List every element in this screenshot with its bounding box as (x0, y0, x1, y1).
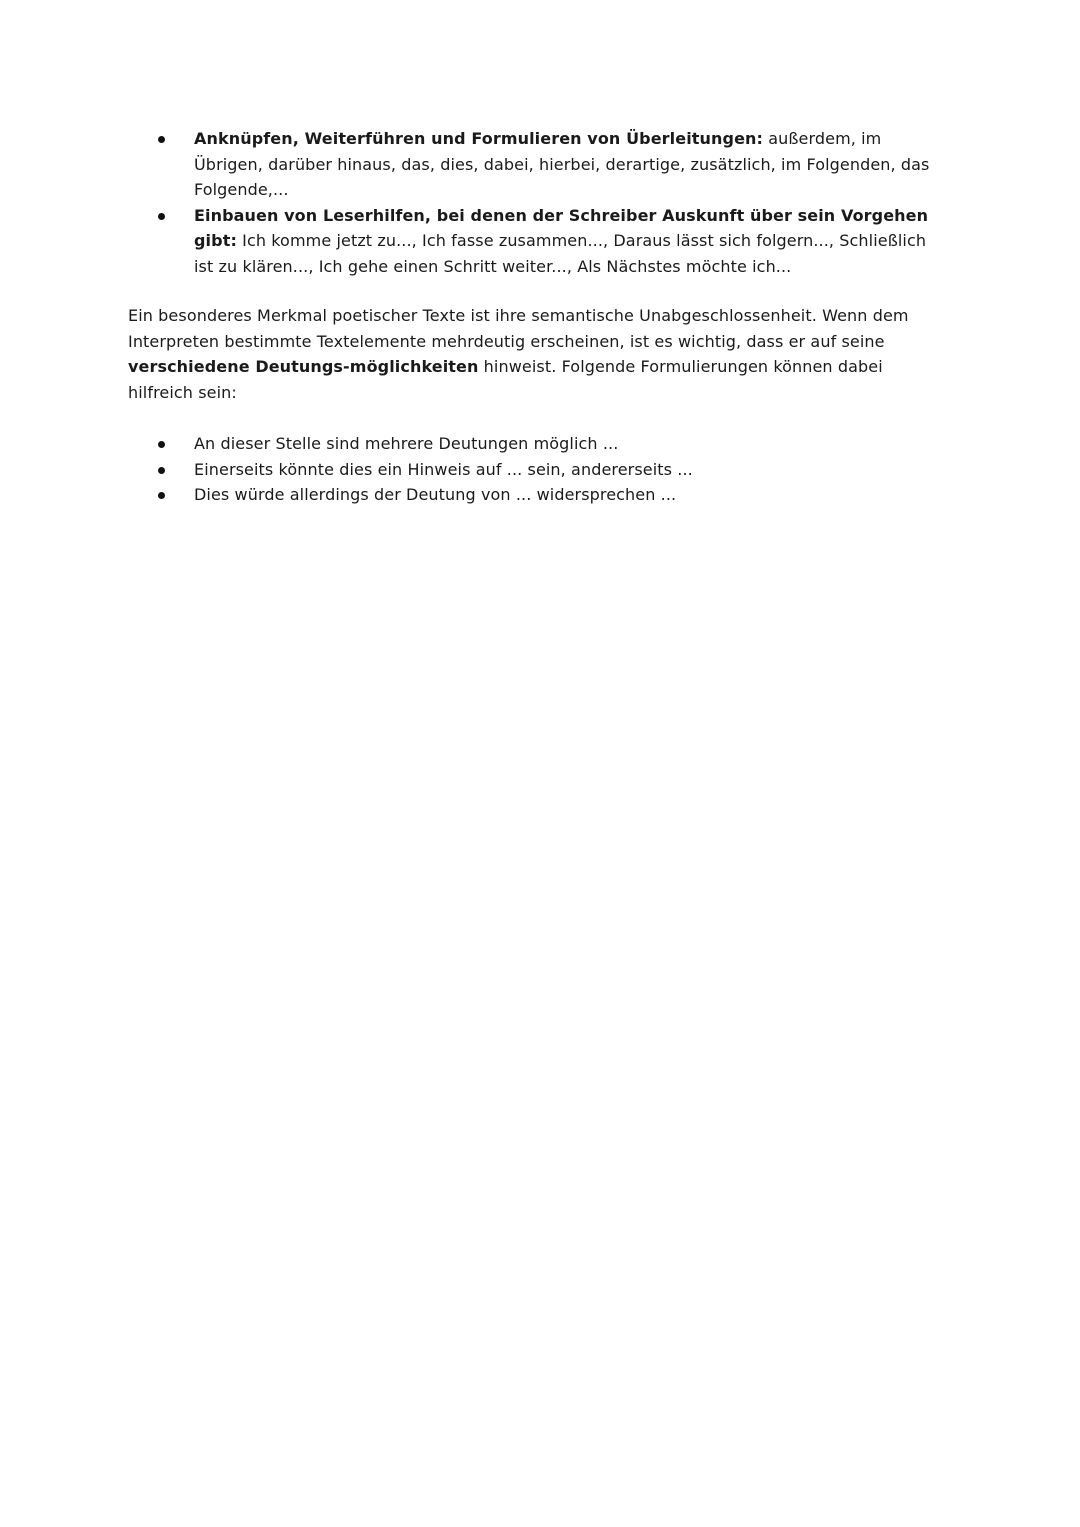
list-item-lead: Einbauen von Leserhilfen, bei denen der Schreiber Auskunft über sein Vorgehen gibt: (194, 205, 929, 250)
list-item-text: An dieser Stelle sind mehrere Deutungen möglich ... (194, 434, 619, 453)
bullet-icon (158, 213, 165, 220)
document-body (128, 126, 948, 508)
bullet-icon (158, 492, 165, 499)
transition-list (128, 126, 948, 279)
list-item-text: Dies würde allerdings der Deutung von ... widersprechen ... (194, 485, 677, 504)
list-item-text: Einerseits könnte dies ein Hinweis auf ... sein, andererseits ... (194, 459, 693, 479)
list-item (128, 126, 948, 203)
list-item (128, 482, 948, 508)
paragraph-text-after: hinweist. Folgende Formulierungen können dabei hilfreich sein: (128, 357, 883, 402)
list-item-lead: Anknüpfen, Weiterführen und Formulieren von Überleitungen: (194, 129, 764, 148)
list-item (128, 431, 948, 457)
bullet-icon (158, 467, 165, 474)
phrase-list (128, 431, 948, 508)
bullet-icon (158, 441, 165, 448)
bullet-icon (158, 136, 165, 143)
paragraph-bold-text: verschiedene Deutungs-möglichkeiten (128, 357, 479, 376)
list-item-text: Ich komme jetzt zu..., Ich fasse zusammen..., Daraus lässt sich folgern..., Schließlich ist zu klären..., Ich gehe einen Schritt weiter..., Als Nächstes möchte ich... (194, 231, 927, 276)
list-item (128, 457, 948, 483)
body-paragraph (128, 303, 948, 405)
list-item-text: außerdem, im Übrigen, darüber hinaus, das, dies, dabei, hierbei, derartige, zusätzlich, im Folgenden, das Folgende,... (194, 129, 930, 199)
list-item (128, 203, 948, 280)
paragraph-text-before: Ein besonderes Merkmal poetischer Texte ist ihre semantische Unabgeschlossenheit. Wenn dem Interpreten bestimmte Textelemente mehrdeutig erscheinen, ist es wichtig, dass er auf seine (128, 306, 909, 351)
